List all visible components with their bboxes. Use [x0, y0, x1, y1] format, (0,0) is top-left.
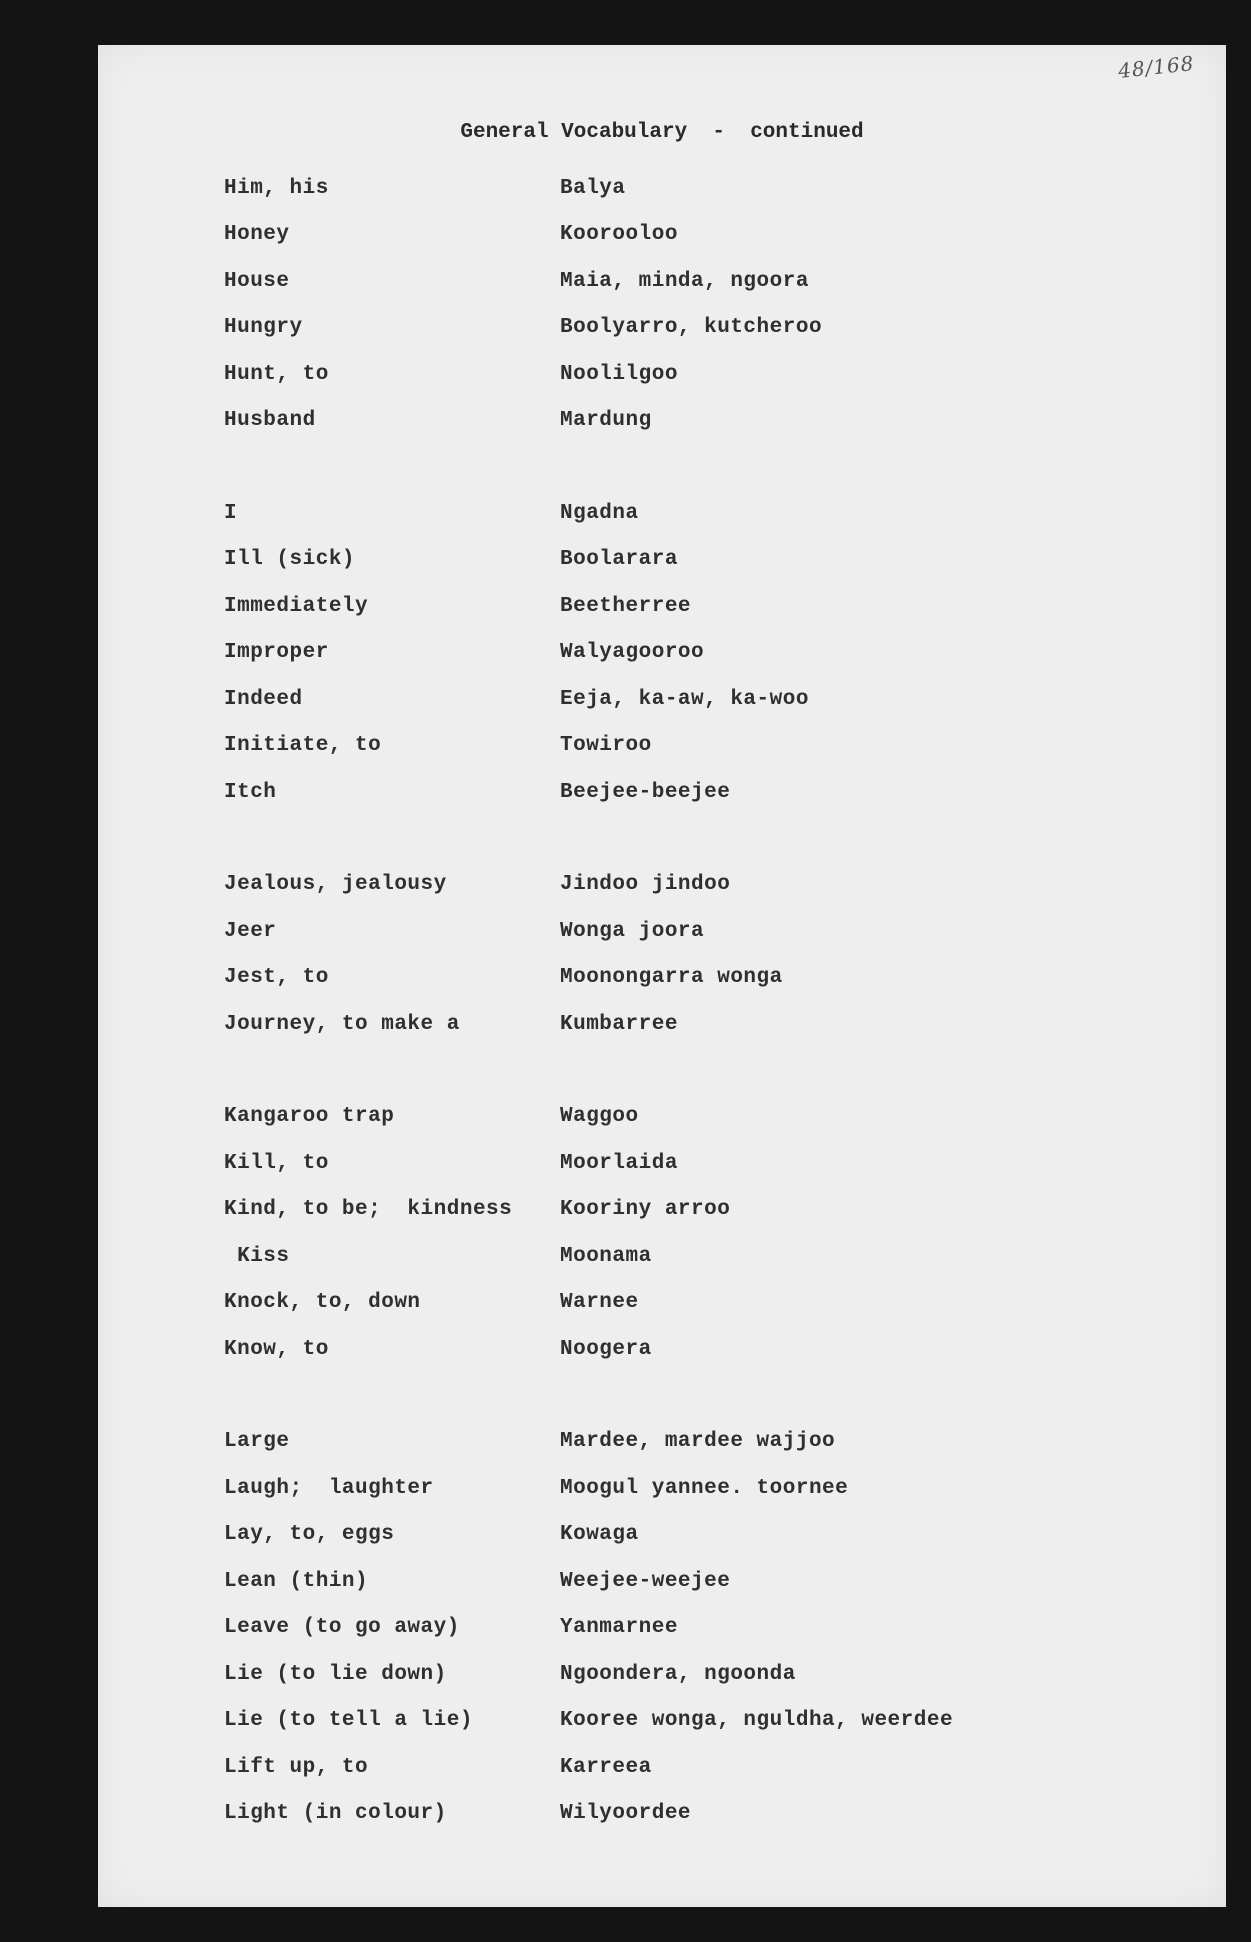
vocabulary-entry	[224, 1465, 1124, 1512]
aboriginal-translation: Wilyoordee	[560, 1802, 692, 1826]
page-title: General Vocabulary - continued	[460, 121, 864, 144]
english-term: Lift up, to	[224, 1755, 369, 1779]
aboriginal-translation: Moonama	[560, 1244, 652, 1268]
vocabulary-group	[224, 1094, 1124, 1373]
english-term: Jest, to	[224, 966, 329, 990]
vocabulary-entry	[224, 955, 1124, 1002]
english-term: Laugh; laughter	[224, 1476, 434, 1500]
english-term: Journey, to make a	[224, 1012, 460, 1036]
vocabulary-entry	[224, 1280, 1124, 1327]
vocabulary-entry	[224, 1512, 1124, 1559]
vocabulary-entry	[224, 1558, 1124, 1605]
aboriginal-translation: Koorooloo	[560, 223, 678, 247]
aboriginal-translation: Kooriny arroo	[560, 1198, 731, 1222]
vocabulary-entry	[224, 1326, 1124, 1373]
vocabulary-entry	[224, 490, 1124, 537]
aboriginal-translation: Moonongarra wonga	[560, 966, 783, 990]
english-term: Initiate, to	[224, 734, 382, 758]
aboriginal-translation: Towiroo	[560, 734, 652, 758]
english-term: Lie (to lie down)	[224, 1662, 447, 1686]
aboriginal-translation: Karreea	[560, 1755, 652, 1779]
aboriginal-translation: Kooree wonga, nguldha, weerdee	[560, 1709, 954, 1733]
vocabulary-entry	[224, 537, 1124, 584]
vocabulary-entry	[224, 1698, 1124, 1745]
aboriginal-translation: Kowaga	[560, 1523, 639, 1547]
vocabulary-entry	[224, 1094, 1124, 1141]
aboriginal-translation: Warnee	[560, 1291, 639, 1315]
vocabulary-entry	[224, 862, 1124, 909]
vocabulary-entry	[224, 676, 1124, 723]
aboriginal-translation: Beetherree	[560, 594, 692, 618]
english-term: Ill (sick)	[224, 548, 356, 572]
aboriginal-translation: Ngadna	[560, 501, 639, 525]
vocabulary-entry	[224, 583, 1124, 630]
aboriginal-translation: Yanmarnee	[560, 1616, 678, 1640]
aboriginal-translation: Beejee-beejee	[560, 780, 731, 804]
vocabulary-entry	[224, 769, 1124, 816]
english-term: Large	[224, 1430, 290, 1454]
vocabulary-group	[224, 862, 1124, 1048]
aboriginal-translation: Kumbarree	[560, 1012, 678, 1036]
english-term: Him, his	[224, 176, 329, 200]
vocabulary-entry	[224, 723, 1124, 770]
vocabulary-entry	[224, 212, 1124, 259]
document-page	[98, 45, 1226, 1907]
english-term: Husband	[224, 409, 316, 433]
english-term: Light (in colour)	[224, 1802, 447, 1826]
english-term: Kind, to be; kindness	[224, 1198, 513, 1222]
aboriginal-translation: Mardung	[560, 409, 652, 433]
vocabulary-entry	[224, 1233, 1124, 1280]
vocabulary-entry	[224, 1419, 1124, 1466]
vocabulary-entry	[224, 908, 1124, 955]
aboriginal-translation: Boolyarro, kutcheroo	[560, 316, 823, 340]
vocabulary-entry	[224, 398, 1124, 445]
vocabulary-entry	[224, 1651, 1124, 1698]
aboriginal-translation: Moorlaida	[560, 1151, 678, 1175]
english-term: Know, to	[224, 1337, 329, 1361]
vocabulary-group	[224, 165, 1124, 444]
english-term: Indeed	[224, 687, 303, 711]
english-term: Lie (to tell a lie)	[224, 1709, 473, 1733]
aboriginal-translation: Balya	[560, 176, 626, 200]
vocabulary-list	[224, 165, 1124, 1883]
english-term: Kangaroo trap	[224, 1105, 395, 1129]
english-term: Jeer	[224, 919, 277, 943]
aboriginal-translation: Noolilgoo	[560, 362, 678, 386]
english-term: Knock, to, down	[224, 1291, 421, 1315]
aboriginal-translation: Jindoo jindoo	[560, 873, 731, 897]
vocabulary-entry	[224, 1605, 1124, 1652]
vocabulary-entry	[224, 165, 1124, 212]
english-term: Improper	[224, 641, 329, 665]
english-term: Hunt, to	[224, 362, 329, 386]
english-term: Lay, to, eggs	[224, 1523, 395, 1547]
vocabulary-group	[224, 1419, 1124, 1838]
vocabulary-entry	[224, 351, 1124, 398]
english-term: Leave (to go away)	[224, 1616, 460, 1640]
english-term: I	[224, 501, 238, 525]
english-term: Lean (thin)	[224, 1569, 369, 1593]
aboriginal-translation: Waggoo	[560, 1105, 639, 1129]
vocabulary-entry	[224, 630, 1124, 677]
page-number: 48/168	[1116, 51, 1196, 83]
vocabulary-entry	[224, 1140, 1124, 1187]
english-term: Hungry	[224, 316, 303, 340]
english-term: House	[224, 269, 290, 293]
english-term: Jealous, jealousy	[224, 873, 447, 897]
aboriginal-translation: Boolarara	[560, 548, 678, 572]
aboriginal-translation: Moogul yannee. toornee	[560, 1476, 849, 1500]
aboriginal-translation: Mardee, mardee wajjoo	[560, 1430, 836, 1454]
aboriginal-translation: Weejee-weejee	[560, 1569, 731, 1593]
aboriginal-translation: Maia, minda, ngoora	[560, 269, 809, 293]
vocabulary-entry	[224, 305, 1124, 352]
vocabulary-entry	[224, 1791, 1124, 1838]
vocabulary-group	[224, 490, 1124, 816]
english-term: Immediately	[224, 594, 369, 618]
vocabulary-entry	[224, 258, 1124, 305]
english-term: Itch	[224, 780, 277, 804]
aboriginal-translation: Ngoondera, ngoonda	[560, 1662, 796, 1686]
vocabulary-entry	[224, 1001, 1124, 1048]
english-term: Honey	[224, 223, 290, 247]
aboriginal-translation: Wonga joora	[560, 919, 705, 943]
aboriginal-translation: Eeja, ka-aw, ka-woo	[560, 687, 809, 711]
english-term: Kiss	[224, 1244, 290, 1268]
vocabulary-entry	[224, 1744, 1124, 1791]
vocabulary-entry	[224, 1187, 1124, 1234]
english-term: Kill, to	[224, 1151, 329, 1175]
aboriginal-translation: Noogera	[560, 1337, 652, 1361]
aboriginal-translation: Walyagooroo	[560, 641, 705, 665]
